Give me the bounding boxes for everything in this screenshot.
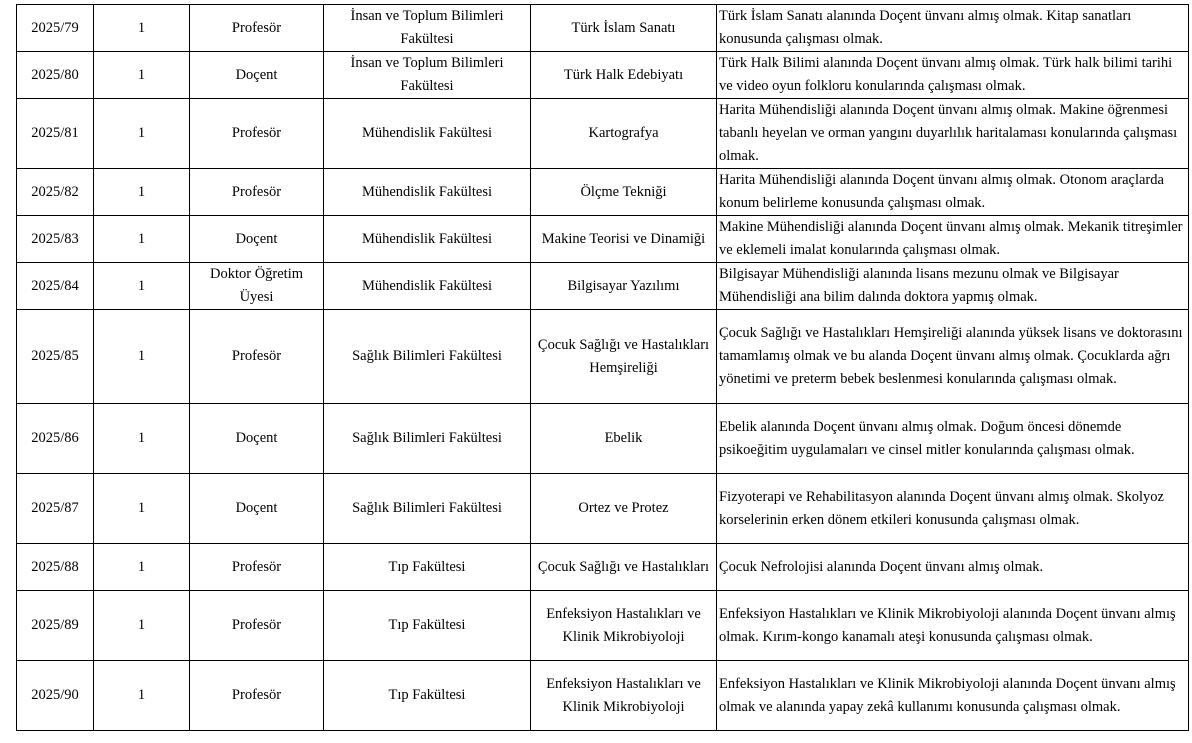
table-row: [17, 52, 1189, 99]
cell-title: Profesör: [190, 544, 324, 591]
cell-title: Doktor Öğretim Üyesi: [190, 263, 324, 310]
cell-department: Çocuk Sağlığı ve Hastalıkları: [531, 544, 717, 591]
table-row: [17, 661, 1189, 731]
cell-department: Enfeksiyon Hastalıkları ve Klinik Mikrobiyoloji: [531, 661, 717, 731]
cell-title: Profesör: [190, 591, 324, 661]
cell-title: Profesör: [190, 5, 324, 52]
cell-title: Doçent: [190, 404, 324, 474]
table-row: [17, 474, 1189, 544]
cell-requirement: Ebelik alanında Doçent ünvanı almış olmak. Doğum öncesi dönemde psikoeğitim uygulamaları ve cinsel mitler konularında çalışması olmak.: [717, 404, 1189, 474]
cell-department: Enfeksiyon Hastalıkları ve Klinik Mikrobiyoloji: [531, 591, 717, 661]
cell-faculty: Sağlık Bilimleri Fakültesi: [324, 404, 531, 474]
cell-faculty: Mühendislik Fakültesi: [324, 216, 531, 263]
cell-requirement: Harita Mühendisliği alanında Doçent ünvanı almış olmak. Otonom araçlarda konum belirleme konusunda çalışması olmak.: [717, 169, 1189, 216]
cell-department: Ölçme Tekniği: [531, 169, 717, 216]
cell-title: Doçent: [190, 474, 324, 544]
cell-position-no: 2025/87: [17, 474, 94, 544]
cell-count: 1: [94, 5, 190, 52]
cell-position-no: 2025/82: [17, 169, 94, 216]
cell-department: Türk Halk Edebiyatı: [531, 52, 717, 99]
table-row: [17, 591, 1189, 661]
cell-faculty: Mühendislik Fakültesi: [324, 263, 531, 310]
cell-title: Profesör: [190, 99, 324, 169]
cell-faculty: Tıp Fakültesi: [324, 591, 531, 661]
positions-table-body: [17, 5, 1189, 731]
cell-requirement: Fizyoterapi ve Rehabilitasyon alanında Doçent ünvanı almış olmak. Skolyoz korselerinin erken dönem etkileri konusunda çalışması olmak.: [717, 474, 1189, 544]
table-row: [17, 99, 1189, 169]
cell-faculty: Sağlık Bilimleri Fakültesi: [324, 310, 531, 404]
cell-position-no: 2025/89: [17, 591, 94, 661]
cell-requirement: Enfeksiyon Hastalıkları ve Klinik Mikrobiyoloji alanında Doçent ünvanı almış olmak. Kırım-kongo kanamalı ateşi konusunda çalışması olmak.: [717, 591, 1189, 661]
cell-count: 1: [94, 544, 190, 591]
cell-faculty: Sağlık Bilimleri Fakültesi: [324, 474, 531, 544]
cell-position-no: 2025/88: [17, 544, 94, 591]
cell-requirement: Makine Mühendisliği alanında Doçent ünvanı almış olmak. Mekanik titreşimler ve eklemeli imalat konularında çalışması olmak.: [717, 216, 1189, 263]
cell-count: 1: [94, 216, 190, 263]
positions-table: [16, 4, 1189, 731]
cell-title: Doçent: [190, 216, 324, 263]
cell-requirement: Harita Mühendisliği alanında Doçent ünvanı almış olmak. Makine öğrenmesi tabanlı heyelan ve orman yangını duyarlılık haritalaması konularında çalışması olmak.: [717, 99, 1189, 169]
cell-requirement: Türk İslam Sanatı alanında Doçent ünvanı almış olmak. Kitap sanatları konusunda çalışması olmak.: [717, 5, 1189, 52]
cell-requirement: Türk Halk Bilimi alanında Doçent ünvanı almış olmak. Türk halk bilimi tarihi ve video oyun folkloru konularında çalışması olmak.: [717, 52, 1189, 99]
cell-count: 1: [94, 263, 190, 310]
cell-title: Profesör: [190, 310, 324, 404]
cell-count: 1: [94, 169, 190, 216]
cell-count: 1: [94, 474, 190, 544]
table-row: [17, 216, 1189, 263]
table-row: [17, 263, 1189, 310]
cell-count: 1: [94, 591, 190, 661]
cell-count: 1: [94, 661, 190, 731]
cell-position-no: 2025/84: [17, 263, 94, 310]
cell-requirement: Çocuk Nefrolojisi alanında Doçent ünvanı almış olmak.: [717, 544, 1189, 591]
cell-position-no: 2025/90: [17, 661, 94, 731]
table-row: [17, 544, 1189, 591]
cell-faculty: İnsan ve Toplum Bilimleri Fakültesi: [324, 5, 531, 52]
cell-requirement: Bilgisayar Mühendisliği alanında lisans mezunu olmak ve Bilgisayar Mühendisliği ana bilim dalında doktora yapmış olmak.: [717, 263, 1189, 310]
cell-requirement: Enfeksiyon Hastalıkları ve Klinik Mikrobiyoloji alanında Doçent ünvanı almış olmak ve alanında yapay zekâ kullanımı konusunda çalışması olmak.: [717, 661, 1189, 731]
table-row: [17, 404, 1189, 474]
cell-department: Çocuk Sağlığı ve Hastalıkları Hemşireliği: [531, 310, 717, 404]
table-row: [17, 310, 1189, 404]
cell-position-no: 2025/86: [17, 404, 94, 474]
cell-department: Türk İslam Sanatı: [531, 5, 717, 52]
cell-faculty: İnsan ve Toplum Bilimleri Fakültesi: [324, 52, 531, 99]
cell-count: 1: [94, 404, 190, 474]
cell-faculty: Mühendislik Fakültesi: [324, 99, 531, 169]
table-row: [17, 5, 1189, 52]
cell-department: Kartografya: [531, 99, 717, 169]
cell-title: Profesör: [190, 169, 324, 216]
cell-faculty: Tıp Fakültesi: [324, 544, 531, 591]
cell-position-no: 2025/79: [17, 5, 94, 52]
cell-count: 1: [94, 99, 190, 169]
cell-title: Profesör: [190, 661, 324, 731]
cell-count: 1: [94, 310, 190, 404]
cell-faculty: Tıp Fakültesi: [324, 661, 531, 731]
cell-position-no: 2025/83: [17, 216, 94, 263]
cell-count: 1: [94, 52, 190, 99]
cell-requirement: Çocuk Sağlığı ve Hastalıkları Hemşireliği alanında yüksek lisans ve doktorasını tamamlamış olmak ve bu alanda Doçent ünvanı almış olmak. Çocuklarda ağrı yönetimi ve preterm bebek beslenmesi konularında çalışması olmak.: [717, 310, 1189, 404]
table-row: [17, 169, 1189, 216]
cell-department: Ebelik: [531, 404, 717, 474]
cell-position-no: 2025/80: [17, 52, 94, 99]
cell-department: Ortez ve Protez: [531, 474, 717, 544]
cell-faculty: Mühendislik Fakültesi: [324, 169, 531, 216]
cell-title: Doçent: [190, 52, 324, 99]
cell-position-no: 2025/85: [17, 310, 94, 404]
cell-department: Makine Teorisi ve Dinamiği: [531, 216, 717, 263]
cell-position-no: 2025/81: [17, 99, 94, 169]
cell-department: Bilgisayar Yazılımı: [531, 263, 717, 310]
